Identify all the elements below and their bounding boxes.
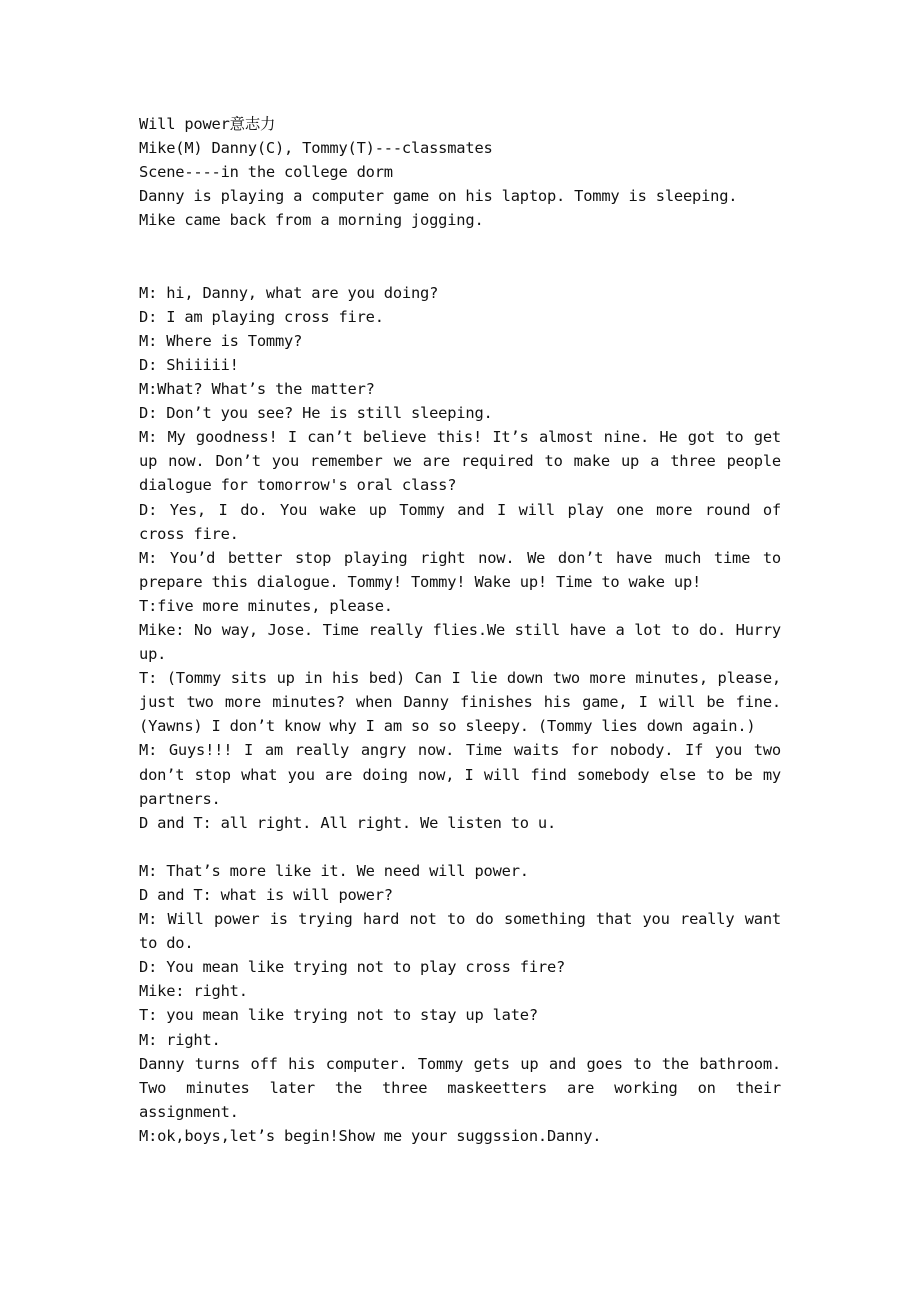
dialogue-line: M: That’s more like it. We need will power. xyxy=(139,861,529,880)
spacer xyxy=(139,835,781,859)
dialogue-line: M: hi, Danny, what are you doing? xyxy=(139,283,439,302)
dialogue-line: T: you mean like trying not to stay up late? xyxy=(139,1006,538,1025)
dialogue-line: M: Guys!!! I am really angry now. Time waits for nobody. If you two don’t stop what you are doing now, I will find somebody else to be my partners. xyxy=(139,741,781,808)
dialogue-line: M: right. xyxy=(139,1030,221,1049)
dialogue-line: D: Don’t you see? He is still sleeping. xyxy=(139,404,493,423)
cast-list: Mike(M) Danny(C), Tommy(T)---classmates xyxy=(139,139,493,158)
dialogue-line: T:five more minutes, please. xyxy=(139,596,393,615)
dialogue-line: M: Where is Tommy? xyxy=(139,331,303,350)
dialogue-line: Mike: right. xyxy=(139,982,248,1001)
document-page xyxy=(139,112,781,1148)
dialogue-line: D: I am playing cross fire. xyxy=(139,307,384,326)
dialogue-line: M: My goodness! I can’t believe this! It’s almost nine. He got to get up now. Don’t you remember we are required to make up a three people dialogue for tomorrow's oral class? xyxy=(139,428,781,495)
dialogue-line: M:What? What’s the matter? xyxy=(139,380,375,399)
setting-line: Danny is playing a computer game on his laptop. Tommy is sleeping. xyxy=(139,187,738,206)
document-title: Will power意志力 xyxy=(139,115,276,133)
dialogue-line: M:ok,boys,let’s begin!Show me your suggssion.Danny. xyxy=(139,1126,602,1145)
dialogue-line: Mike: No way, Jose. Time really flies.We still have a lot to do. Hurry up. xyxy=(139,620,781,664)
dialogue-line: D and T: all right. All right. We listen to u. xyxy=(139,813,557,832)
dialogue-line: T: (Tommy sits up in his bed) Can I lie down two more minutes, please, just two more minutes? when Danny finishes his game, I will be fine.(Yawns) I don’t know why I am so so sleepy. (Tommy lies down again.) xyxy=(139,669,781,736)
dialogue-line: Danny turns off his computer. Tommy gets up and goes to the bathroom. Two minutes later the three maskeetters are working on their assignment. xyxy=(139,1054,781,1121)
scene-line: Scene----in the college dorm xyxy=(139,163,393,182)
setting-line: Mike came back from a morning jogging. xyxy=(139,211,484,230)
dialogue-line: D and T: what is will power? xyxy=(139,886,393,904)
dialogue-line: D: Shiiiii! xyxy=(139,355,239,374)
dialogue-line: M: Will power is trying hard not to do something that you really want to do. xyxy=(139,910,781,953)
dialogue-line: D: Yes, I do. You wake up Tommy and I will play one more round of cross fire. xyxy=(139,500,781,543)
dialogue-line: D: You mean like trying not to play cross fire? xyxy=(139,958,566,977)
dialogue-line: M: You’d better stop playing right now. We don’t have much time to prepare this dialogue. Tommy! Tommy! Wake up! Time to wake up! xyxy=(139,548,781,591)
spacer xyxy=(139,232,781,280)
